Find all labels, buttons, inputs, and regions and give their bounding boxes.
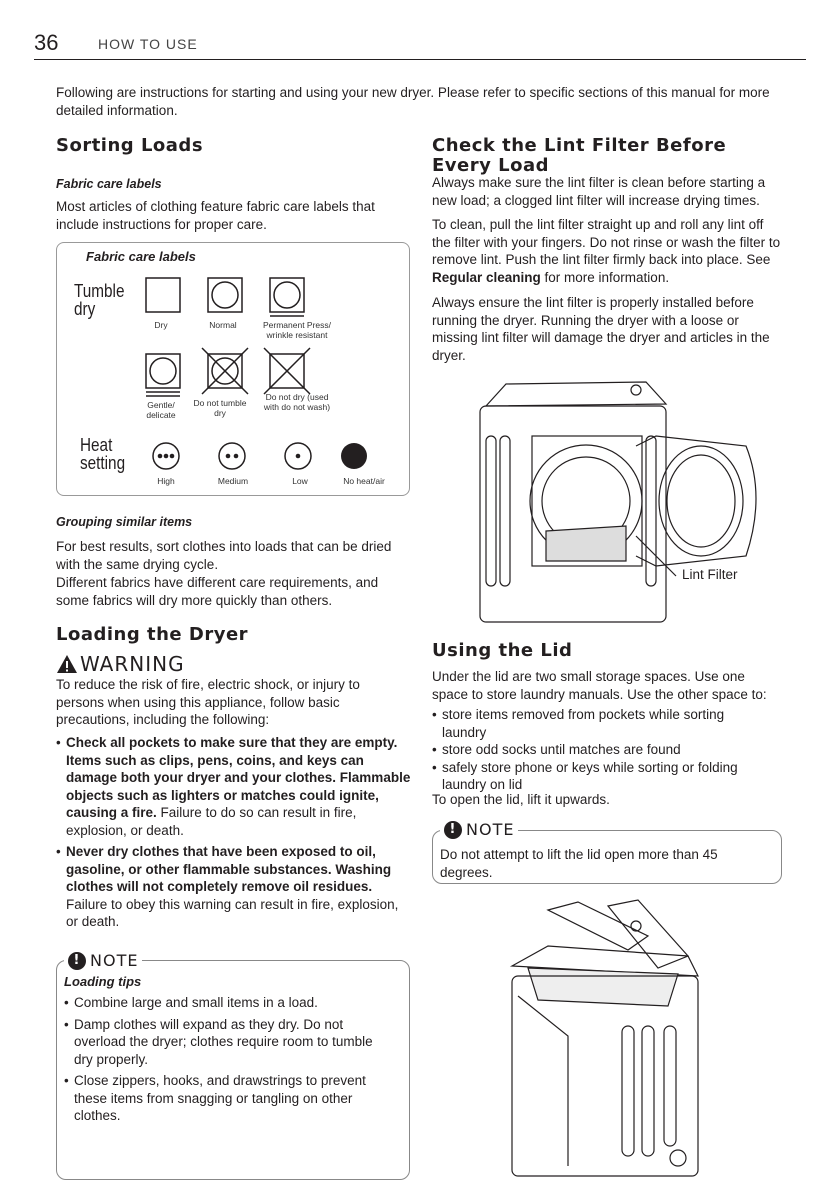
page-header bbox=[34, 30, 806, 60]
grouping-text-1: For best results, sort clothes into loads that can be dried with the same drying cycle. bbox=[56, 539, 392, 572]
no-heat-icon bbox=[341, 443, 367, 469]
loading-tips-subtitle: Loading tips bbox=[64, 974, 142, 989]
lint-text-2: To clean, pull the lint filter straight up and roll any lint off the filter with your fingers. Do not rinse or wash the filter to remove lint. Push the lint filter firmly back into place. See Regular cleaning for more information. bbox=[432, 217, 781, 285]
loading-tip: • Combine large and small items in a load. bbox=[64, 994, 394, 1012]
intro-text: Following are instructions for starting and using your new dryer. Please refer to specific sections of this manual for more detailed information. bbox=[56, 85, 770, 118]
medium-caption: Medium bbox=[217, 476, 249, 486]
heat-symbols bbox=[140, 438, 380, 474]
dry-symbol-icon bbox=[146, 278, 180, 312]
fabric-subtitle: Fabric care labels bbox=[56, 177, 162, 191]
loading-note-heading bbox=[64, 951, 142, 970]
dryer-lid-illustration bbox=[508, 896, 708, 1180]
sorting-title: Sorting Loads bbox=[56, 135, 204, 156]
info-icon: ! bbox=[68, 952, 86, 970]
fabric-text: Most articles of clothing feature fabric care labels that include instructions for proper care. bbox=[56, 199, 375, 232]
section-title: HOW TO USE bbox=[98, 36, 198, 52]
lint-text-1: Always make sure the lint filter is clean before starting a new load; a clogged lint filter will increase drying times. bbox=[432, 175, 766, 208]
gentle-caption: Gentle/ delicate bbox=[146, 400, 176, 420]
high-caption: High bbox=[157, 476, 175, 486]
permanent-press-icon bbox=[270, 278, 304, 312]
lid-text-1: Under the lid are two small storage spaces. Use one space to store laundry manuals. Use the other space to: bbox=[432, 669, 767, 702]
dryer-open-illustration bbox=[476, 376, 776, 626]
lid-list-item: • store odd socks until matches are found bbox=[432, 741, 772, 759]
tumble-dry-label: Tumble dry bbox=[74, 281, 125, 319]
do-not-tumble-caption: Do not tumble dry bbox=[193, 398, 247, 418]
lid-list-item: • safely store phone or keys while sorting or folding laundry on lid bbox=[432, 759, 772, 794]
page-number: 36 bbox=[34, 30, 59, 55]
warning-heading bbox=[56, 652, 185, 676]
heat-setting-label: Heat setting bbox=[80, 435, 126, 473]
warning-icon bbox=[56, 654, 78, 674]
gentle-symbol-icon bbox=[146, 354, 180, 388]
normal-symbol-icon bbox=[208, 278, 242, 312]
info-icon: ! bbox=[444, 821, 462, 839]
grouping-subtitle: Grouping similar items bbox=[56, 515, 193, 529]
lint-text-3: Always ensure the lint filter is properly installed before running the dryer. Running the dryer with a loose or missing lint filter will damage the dryer and articles in the dryer. bbox=[432, 295, 770, 363]
permanent-press-caption: Permanent Press/ wrinkle resistant bbox=[262, 320, 332, 340]
lint-title: Check the Lint Filter Before Every Load bbox=[432, 135, 727, 176]
warning-text: To reduce the risk of fire, electric shock, or injury to persons when using this appliance, follow basic precautions, including the following: bbox=[56, 677, 360, 727]
do-not-dry-caption: Do not dry (used with do not wash) bbox=[263, 392, 331, 412]
low-caption: Low bbox=[292, 476, 308, 486]
normal-caption: Normal bbox=[209, 320, 237, 330]
lint-filter-callout: Lint Filter bbox=[682, 567, 738, 582]
loading-title: Loading the Dryer bbox=[56, 624, 249, 645]
lid-note-text: Do not attempt to lift the lid open more than 45 degrees. bbox=[440, 847, 718, 880]
lid-list bbox=[432, 706, 772, 794]
warning-title: WARNING bbox=[80, 652, 185, 676]
fabric-box-title: Fabric care labels bbox=[86, 249, 196, 264]
no-heat-caption: No heat/air bbox=[343, 476, 385, 486]
lid-text-2: To open the lid, lift it upwards. bbox=[432, 792, 610, 807]
warning-list bbox=[56, 734, 411, 931]
grouping-text-2: Different fabrics have different care requirements, and some fabrics will dry more quickly than others. bbox=[56, 575, 379, 608]
medium-heat-icon bbox=[219, 443, 245, 469]
lid-note-heading bbox=[440, 820, 518, 839]
lid-list-item: • store items removed from pockets while sorting laundry bbox=[432, 706, 772, 741]
lid-note-label: NOTE bbox=[466, 820, 515, 839]
loading-note-label: NOTE bbox=[90, 951, 139, 970]
loading-tips-list bbox=[64, 994, 394, 1125]
loading-tip: • Close zippers, hooks, and drawstrings to prevent these items from snagging or tangling on other clothes. bbox=[64, 1072, 394, 1125]
warning-bullet-1: • Check all pockets to make sure that they are empty. Items such as clips, pens, coins, and keys can damage both your dryer and your clothes. Flammable objects such as lighters or matches could ignite, causing a fire. Failure to do so can result in fire, explosion, or death. bbox=[56, 734, 411, 839]
warning-bullet-2: • Never dry clothes that have been exposed to oil, gasoline, or other flammable substances. Washing clothes will not completely remove oil residues. Failure to obey this warning can result in fire, explosion, or death. bbox=[56, 843, 411, 931]
dry-caption: Dry bbox=[154, 320, 168, 330]
care-symbols bbox=[140, 268, 340, 448]
loading-tip: • Damp clothes will expand as they dry. Do not overload the dryer; clothes require room to tumble dry properly. bbox=[64, 1016, 394, 1069]
lid-title: Using the Lid bbox=[432, 640, 573, 661]
